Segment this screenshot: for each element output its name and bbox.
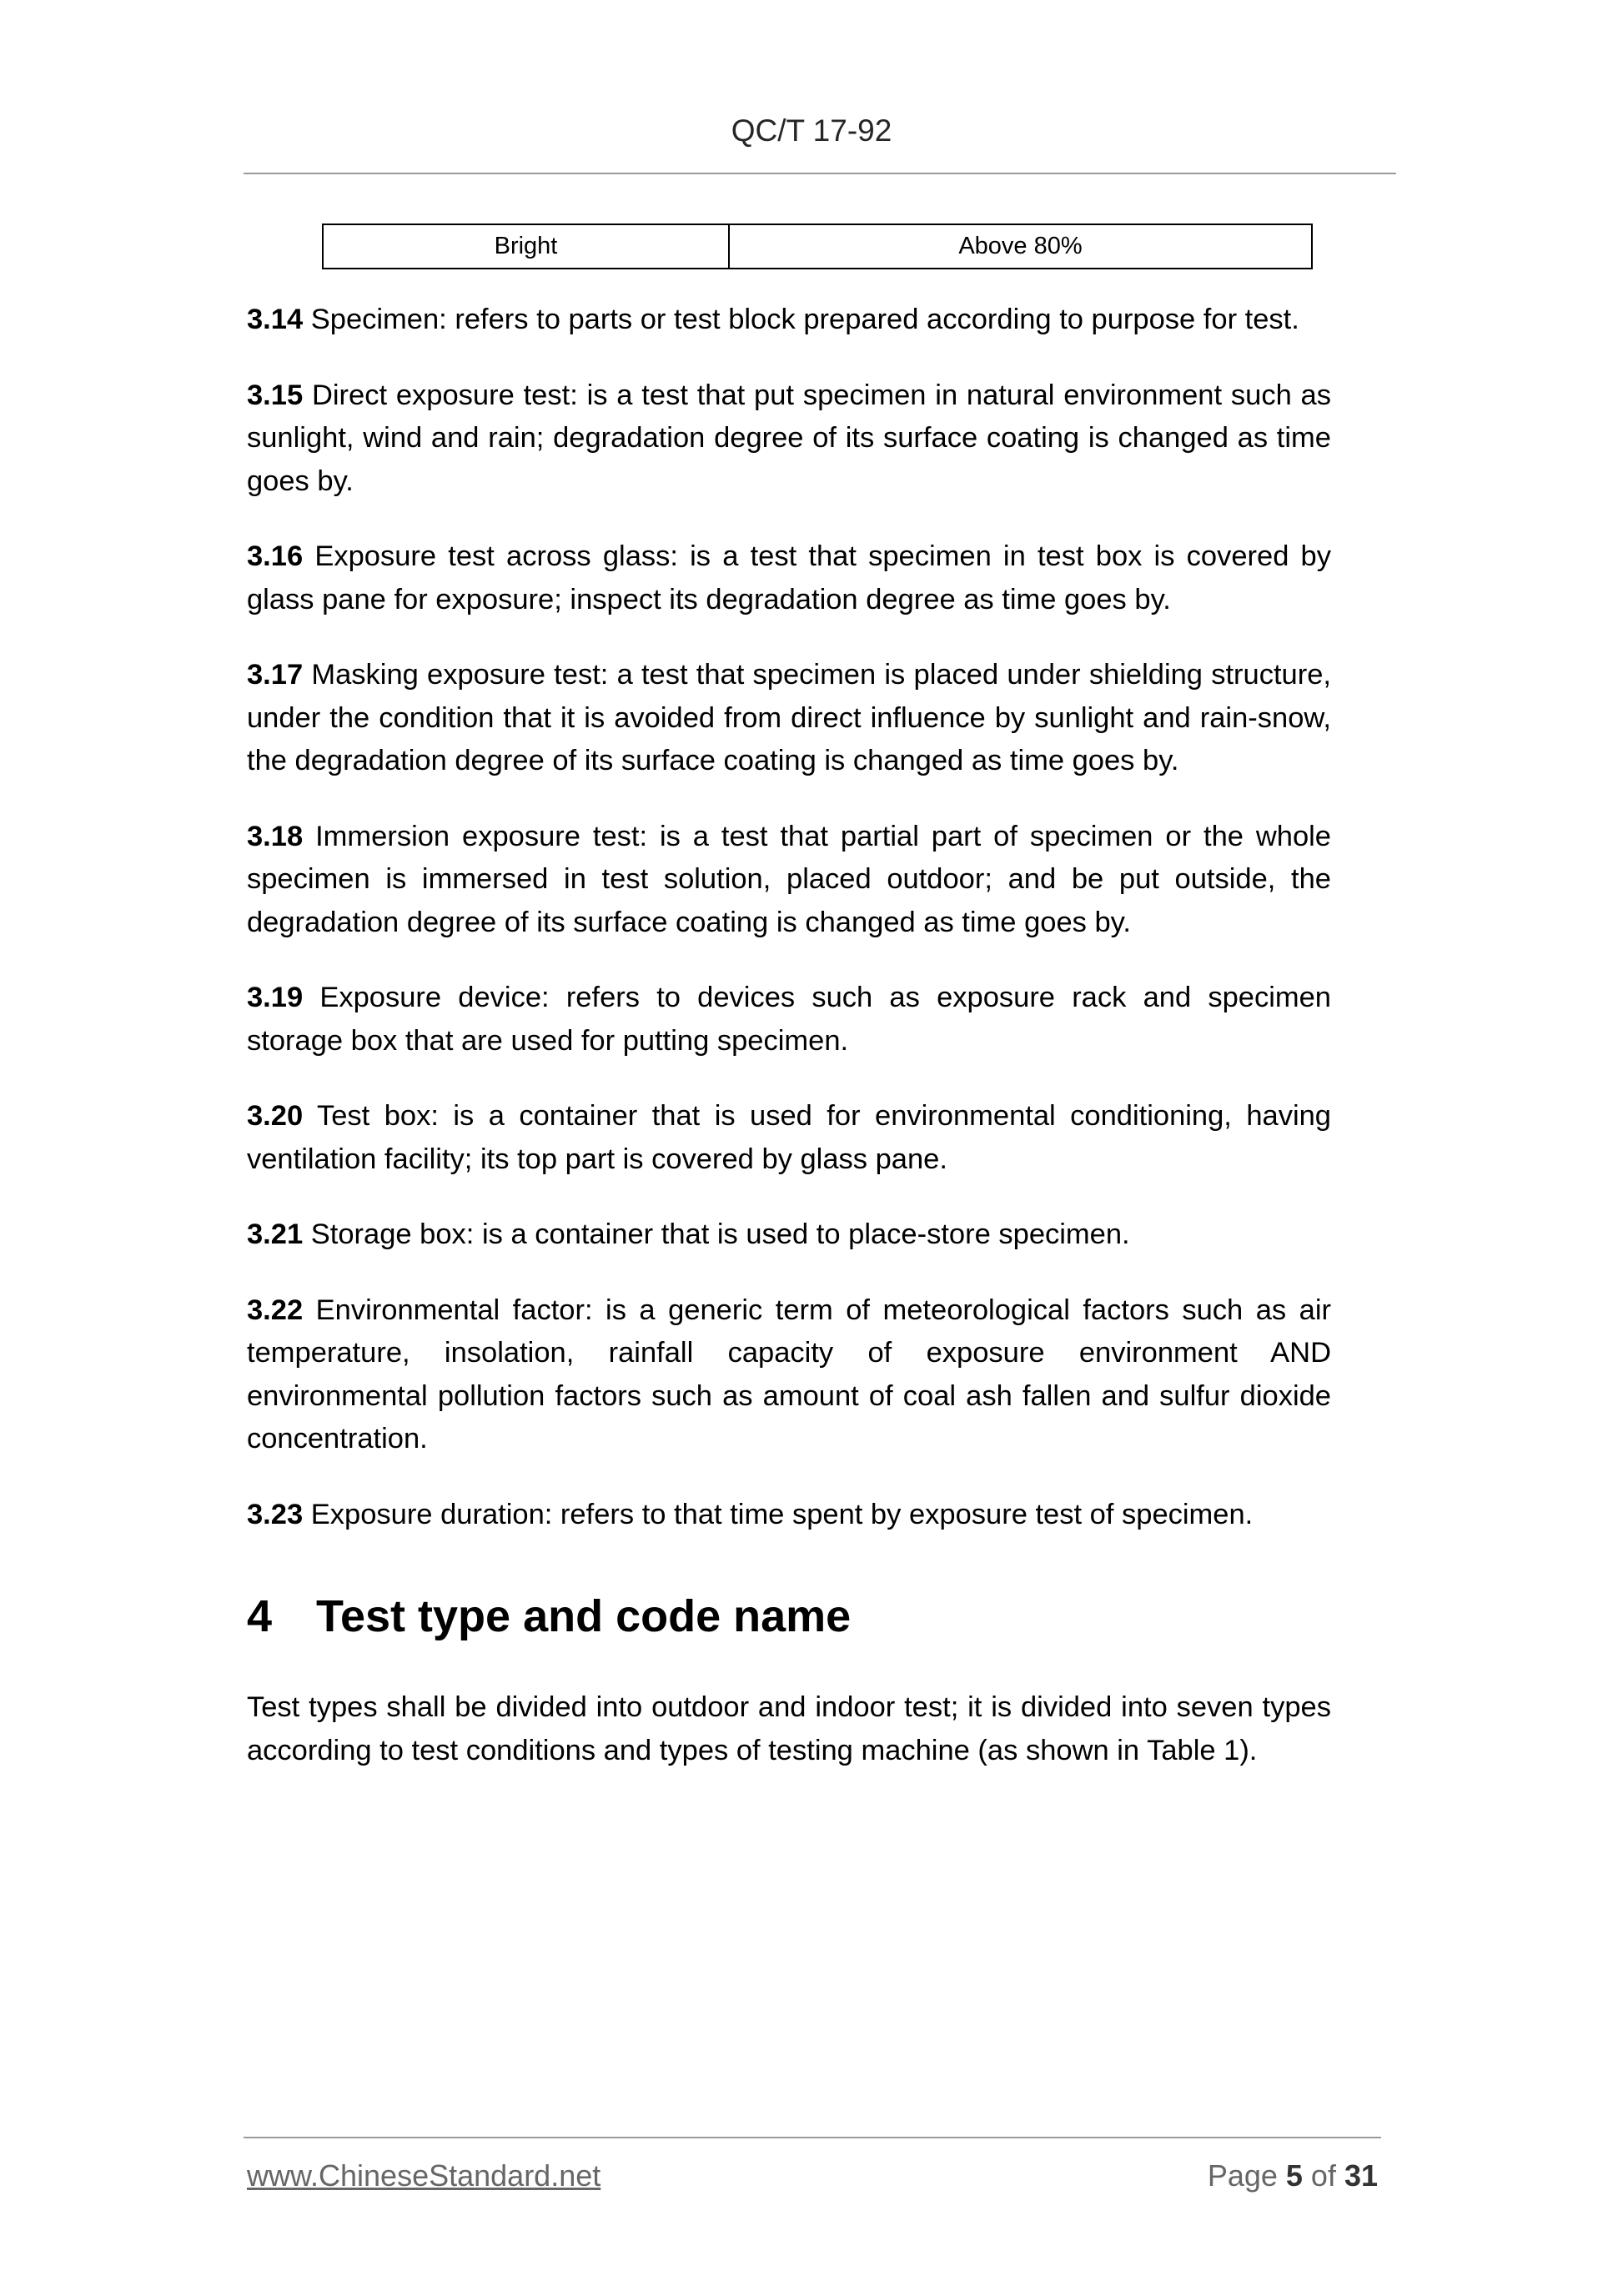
section-body: Test types shall be divided into outdoor and indoor test; it is divided into seven types according to test conditions and types of testing machine (as shown in Table 1). [247,1691,1331,1766]
table-cell: Bright [323,224,729,269]
section-number: 4 [247,1591,273,1641]
page-of: of [1302,2158,1344,2193]
clause-3-17 [247,654,1331,783]
clause-text: Immersion exposure test: is a test that partial part of specimen or the whole specimen is immersed in test solution, placed outdoor; and be put outside, the degradation degree of its surface coating is changed as time goes by. [247,820,1331,938]
clause-text: Exposure test across glass: is a test that specimen in test box is covered by glass pane for exposure; inspect its degradation degree as time goes by. [247,540,1331,615]
table-cell: Above 80% [729,224,1312,269]
clause-text: Direct exposure test: is a test that put specimen in natural environment such as sunlight, wind and rain; degradation degree of its surface coating is changed as time goes by. [247,379,1331,497]
clause-number: 3.18 [247,820,304,852]
clause-3-22 [247,1289,1331,1461]
clause-text: Exposure duration: refers to that time spent by exposure test of specimen. [310,1498,1254,1530]
brightness-table [322,224,1313,269]
clause-number: 3.21 [247,1218,304,1250]
section-heading [247,1590,1331,1643]
clause-3-15 [247,374,1331,504]
section-title: Test type and code name [316,1591,852,1641]
clause-text: Test box: is a container that is used for environmental conditioning, having ventilation facility; its top part is covered by glass pane. [247,1100,1331,1175]
clause-3-18 [247,816,1331,945]
clause-number: 3.14 [247,304,304,335]
clause-number: 3.19 [247,982,304,1013]
page-total: 31 [1344,2158,1378,2193]
clause-number: 3.22 [247,1294,304,1326]
page-indicator [1208,2158,1378,2193]
website-link[interactable]: www.ChineseStandard.net [247,2158,601,2193]
clause-text: Environmental factor: is a generic term of meteorological factors such as air temperature, insolation, rainfall capacity of exposure environment AND environmental pollution factors such as amount of coal ash fallen and sulfur dioxide concentration. [247,1294,1331,1454]
clause-number: 3.20 [247,1100,304,1132]
clause-3-21 [247,1213,1331,1257]
footer-divider [244,2137,1381,2138]
clause-3-23 [247,1494,1331,1537]
page-header-title: QC/T 17-92 [731,113,892,148]
clause-3-19 [247,977,1331,1063]
clause-3-16 [247,535,1331,621]
clause-text: Storage box: is a container that is used to place-store specimen. [310,1218,1130,1250]
page-prefix: Page [1207,2158,1286,2193]
header-divider [244,173,1396,174]
clause-text: Specimen: refers to parts or test block prepared according to purpose for test. [310,304,1299,335]
clause-3-20 [247,1095,1331,1181]
clause-3-14 [247,299,1331,342]
document-body [247,299,1331,1805]
clause-number: 3.23 [247,1498,304,1530]
clause-number: 3.16 [247,540,304,572]
page-current: 5 [1285,2158,1303,2193]
table-row [323,224,1312,269]
clause-text: Exposure device: refers to devices such as exposure rack and specimen storage box that are used for putting specimen. [247,982,1331,1057]
clause-number: 3.15 [247,379,304,411]
clause-number: 3.17 [247,659,304,691]
clause-text: Masking exposure test: a test that specimen is placed under shielding structure, under the condition that it is avoided from direct influence by sunlight and rain-snow, the degradation degree of its surface coating is changed as time goes by. [247,659,1331,776]
